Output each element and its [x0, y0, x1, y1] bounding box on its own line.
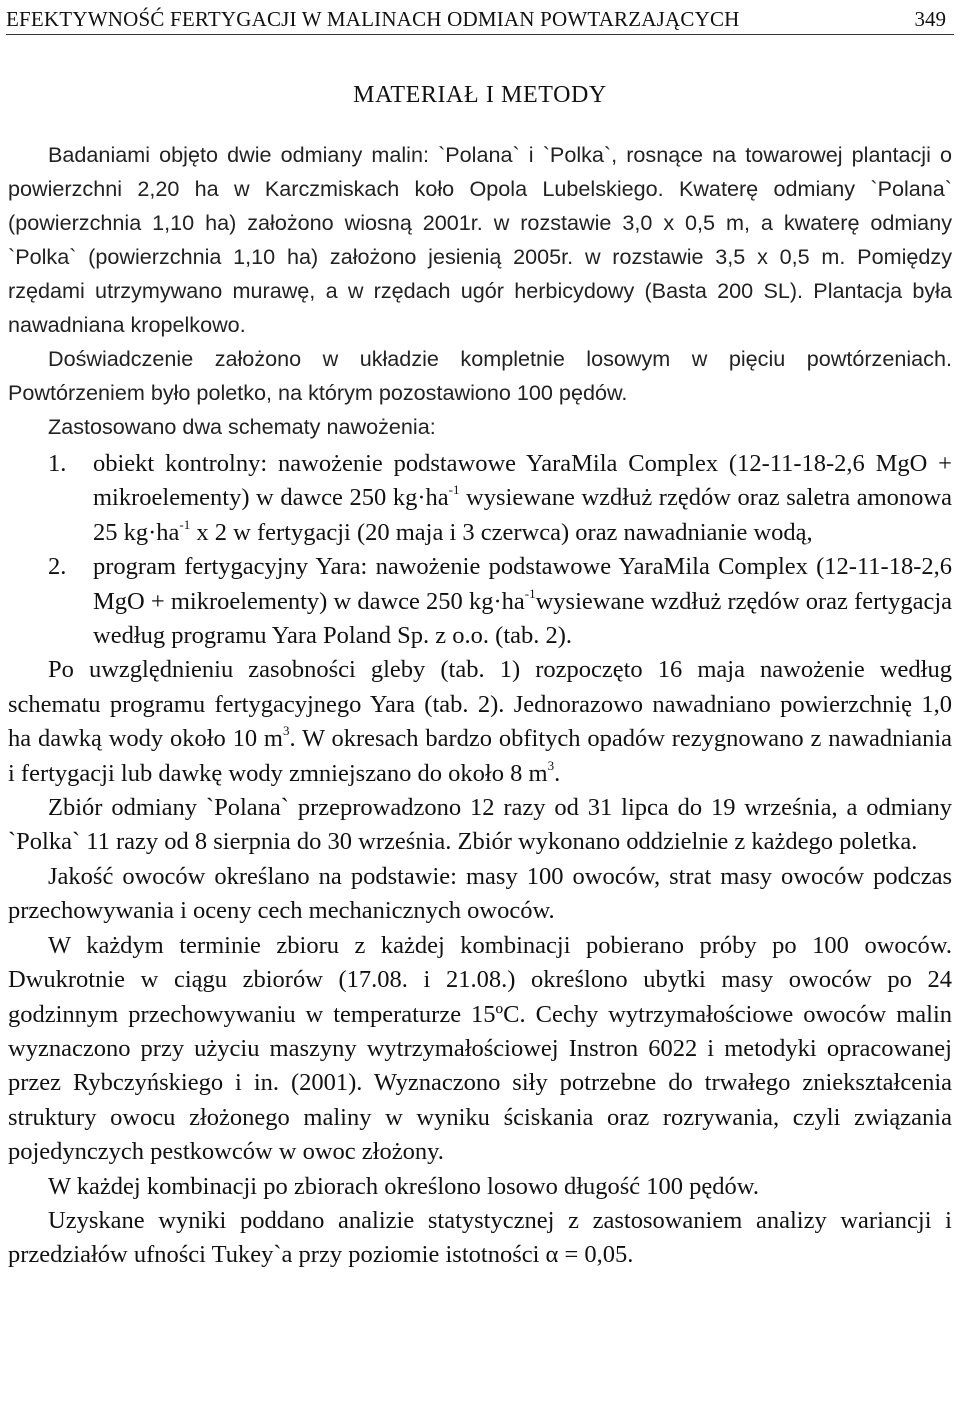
paragraph-fertilization-schemes: Zastosowano dwa schematy nawożenia: — [48, 414, 436, 439]
fertilization-list — [8, 447, 952, 653]
paragraph-shoot-length: W każdej kombinacji po zbiorach określono losowo długość 100 pędów. — [48, 1172, 760, 1200]
paragraph-harvest: Zbiór odmiany `Polana` przeprowadzono 12 razy od 31 lipca do 19 września, a odmiany `Polka` 11 razy od 8 sierpnia do 30 września. Zbiór wykonano oddzielnie z każdego poletka. — [8, 794, 952, 856]
paragraph-plantation: Badaniami objęto dwie odmiany malin: `Polana` i `Polka`, rosnące na towarowej plantacji o powierzchni 2,20 ha w Karczmiskach koło Opola Lubelskiego. Kwaterę odmiany `Polana` (powierzchnia 1,10 ha) założono wiosną 2001r. w rozstawie 3,0 x 0,5 m, a kwaterę odmiany `Polka` (powierzchnia 1,10 ha) założono jesienią 2005r. w rozstawie 3,5 x 0,5 m. Pomiędzy rzędami utrzymywano murawę, a w rzędach ugór herbicydowy (Basta 200 SL). Plantacja była nawadniana kropelkowo. — [8, 142, 952, 337]
paragraph-irrigation: Po uwzględnieniu zasobności gleby (tab. 1) rozpoczęto 16 maja nawożenie według schematu programu fertygacyjnego Yara (tab. 2). Jednorazowo nawadniano powierzchnię 1,0 ha dawką wody około 10 $m^3$. W okresach bardzo obfitych opadów rezygnowano z nawadniania i fertygacji lub dawkę wody zmniejszano do około 8 $m^3$. — [8, 656, 952, 787]
section-heading: MATERIAŁ I METODY — [353, 82, 607, 108]
body-text — [8, 447, 952, 1273]
paragraph-sampling: W każdym terminie zbioru z każdej kombinacji pobierano próby po 100 owoców. Dwukrotnie w ciągu zbiorów (17.08. i 21.08.) określono ubytki masy owoców po 24 godzinnym przechowywaniu w temperaturze 15ºC. Cechy wytrzymałościowe owoców malin wyznaczono przy użyciu maszyny wytrzymałościowej Instron 6022 i metodyki opracowanej przez Rybczyńskiego i in. (2001). Wyznaczono siły potrzebne do trwałego zniekształcenia struktury owocu złożonego maliny w wyniku ściskania oraz rozrywania, czyli związania pojedynczych pestkowców w owoc złożony. — [8, 931, 952, 1166]
list-item: 1. obiekt kontrolny: nawożenie podstawowe YaraMila Complex (12-11-18-2,6 MgO + mikroelementy) w dawce 250 $kg\cdot ha^{-1}$ wysiewane wzdłuż rzędów oraz saletra amonowa 25 $kg\cdot ha^{-1}$ x 2 w fertygacji (20 maja i 3 czerwca) oraz nawadnianie wodą, — [8, 447, 952, 550]
paragraph-statistics: Uzyskane wyniki poddano analizie statystycznej z zastosowaniem analizy wariancji i przedziałów ufności Tukey`a przy poziomie istotności α = 0,05. — [8, 1206, 952, 1269]
running-title: EFEKTYWNOŚĆ FERTYGACJI W MALINACH ODMIAN POWTARZAJĄCYCH — [6, 7, 740, 31]
page-number: 349 — [914, 7, 946, 31]
materials-intro — [8, 138, 952, 444]
list-item-number: 1. — [48, 450, 67, 477]
list-item-number: 2. — [48, 553, 67, 581]
running-header — [6, 4, 954, 35]
list-item: 2. program fertygacyjny Yara: nawożenie podstawowe YaraMila Complex (12-11-18-2,6 MgO + mikroelementy) w dawce 250 $kg\cdot ha^{-1}wysiewane$ wzdłuż rzędów oraz fertygacja według programu Yara Poland Sp. z o.o. (tab. 2). — [8, 550, 952, 653]
paragraph-experiment-design: Doświadczenie założono w układzie kompletnie losowym w pięciu powtórzeniach. Powtórzeniem było poletko, na którym pozostawiono 100 pędów. — [8, 346, 952, 405]
paragraph-fruit-quality: Jakość owoców określano na podstawie: masy 100 owoców, strat masy owoców podczas przechowywania i oceny cech mechanicznych owoców. — [8, 862, 952, 925]
